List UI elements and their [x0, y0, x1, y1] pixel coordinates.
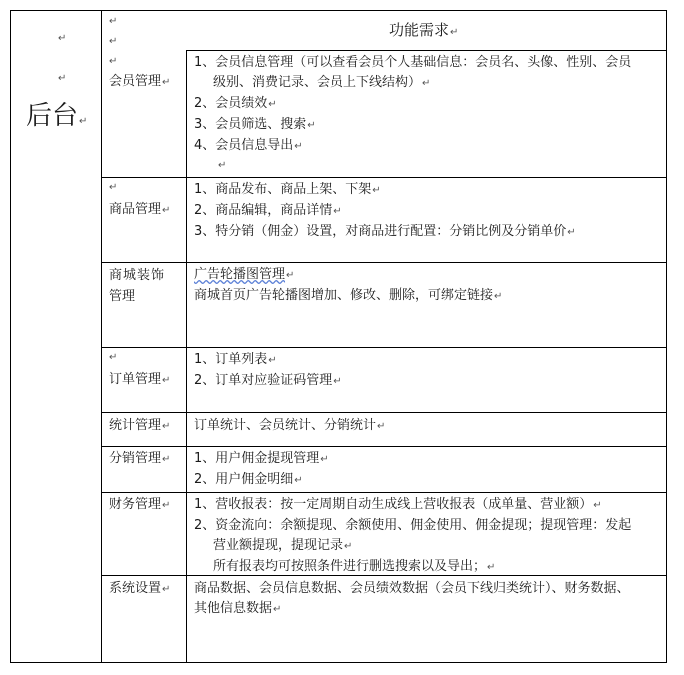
category-label [109, 579, 170, 600]
list-item [194, 115, 631, 136]
section-title-text: 后台 [26, 101, 79, 131]
paragraph-mark: ↵ [294, 475, 303, 486]
list-item-text: 2、商品编辑，商品详情 [194, 203, 333, 218]
category-label [109, 370, 170, 391]
list-item-text: 级别、消费记录、会员上下线结构） [213, 75, 422, 90]
section-title [26, 100, 87, 138]
category-text: 分销管理 [109, 451, 162, 466]
list-item-text: 订单统计、会员统计、分销统计 [194, 418, 377, 433]
list-item-text: 1、商品发布、商品上架、下架 [194, 182, 372, 197]
list-item-text: 4、会员信息导出 [194, 138, 294, 153]
category-label [109, 449, 170, 470]
row-divider [101, 177, 667, 178]
list-item [194, 579, 630, 599]
category-text: 统计管理 [109, 418, 162, 433]
paragraph-mark: ↵ [333, 206, 342, 217]
requirement-list [194, 350, 342, 392]
list-item-text: 其他信息数据 [194, 601, 273, 616]
paragraph-mark: ↵ [162, 421, 171, 432]
list-item-text: 3、会员筛选、搜索 [194, 117, 307, 132]
list-item-text: 商品数据、会员信息数据、会员绩效数据（会员下线归类统计）、财务数据、 [194, 581, 630, 596]
list-item [194, 222, 576, 243]
list-item-continuation [194, 73, 631, 94]
paragraph-mark: ↵ [109, 36, 118, 47]
column-divider [101, 10, 102, 663]
list-item-text: 1、会员信息管理（可以查看会员个人基础信息：会员名、头像、性别、会员 [194, 55, 632, 70]
paragraph-mark: ↵ [218, 160, 227, 171]
list-item-text: 广告轮播图管理 [194, 267, 286, 282]
row-divider [186, 50, 667, 51]
paragraph-mark: ↵ [333, 376, 342, 387]
list-item-continuation [194, 536, 631, 557]
paragraph-mark: ↵ [162, 454, 171, 465]
list-item [194, 286, 502, 307]
requirement-list [194, 180, 576, 243]
list-item-text: 3、特分销（佣金）设置，对商品进行配置：分销比例及分销单价 [194, 224, 567, 239]
paragraph-mark: ↵ [422, 78, 431, 89]
category-text: 会员管理 [109, 74, 162, 89]
category-label [109, 200, 170, 221]
category-label [109, 416, 170, 437]
list-item-text: 营业额提现，提现记录 [213, 538, 344, 553]
requirement-list [194, 449, 329, 491]
list-item [194, 201, 576, 222]
paragraph-mark: ↵ [162, 205, 171, 216]
row-divider [101, 446, 667, 447]
requirement-list [194, 579, 630, 620]
paragraph-mark: ↵ [273, 604, 282, 615]
list-item-text: 商城首页广告轮播图增加、修改、删除，可绑定链接 [194, 288, 494, 303]
paragraph-mark: ↵ [593, 500, 602, 511]
row-divider [101, 347, 667, 348]
category-text: 管理 [109, 289, 136, 304]
requirement-list [194, 416, 385, 437]
paragraph-mark: ↵ [268, 355, 277, 366]
requirement-list [194, 495, 631, 578]
list-item [194, 599, 630, 620]
category-label [109, 72, 170, 93]
list-item [194, 516, 631, 536]
category-text: 系统设置 [109, 581, 162, 596]
table-header-title: 功能需求 [389, 21, 450, 39]
list-item-text: 1、用户佣金提现管理 [194, 451, 320, 466]
paragraph-mark: ↵ [58, 33, 67, 44]
list-item-text: 所有报表均可按照条件进行删选搜索以及导出； [213, 559, 487, 574]
list-item [194, 265, 502, 286]
paragraph-mark: ↵ [109, 352, 118, 363]
category-text: 商城装饰 [109, 268, 166, 283]
paragraph-mark: ↵ [162, 500, 171, 511]
list-item-continuation [194, 557, 631, 578]
row-divider [101, 492, 667, 493]
paragraph-mark: ↵ [450, 27, 459, 38]
row-divider [101, 412, 667, 413]
paragraph-mark: ↵ [487, 562, 496, 573]
list-item-text: 2、会员绩效 [194, 96, 268, 111]
paragraph-mark: ↵ [344, 541, 353, 552]
column-divider [186, 50, 187, 663]
list-item [194, 180, 576, 201]
list-item [194, 53, 631, 73]
paragraph-mark: ↵ [494, 291, 503, 302]
paragraph-mark: ↵ [372, 185, 381, 196]
list-item [194, 94, 631, 115]
list-item [194, 350, 342, 371]
paragraph-mark: ↵ [268, 99, 277, 110]
paragraph-mark: ↵ [79, 116, 88, 127]
paragraph-mark: ↵ [307, 120, 316, 131]
list-item-text: 1、营收报表：按一定周期自动生成线上营收报表（成单量、营业额） [194, 497, 593, 512]
list-item [194, 136, 631, 157]
list-item-text: 1、订单列表 [194, 352, 268, 367]
paragraph-mark: ↵ [109, 182, 118, 193]
list-item [194, 416, 385, 437]
paragraph-mark: ↵ [109, 56, 118, 67]
table-header [389, 20, 458, 43]
paragraph-mark: ↵ [58, 73, 67, 84]
category-label [109, 265, 165, 307]
list-item [194, 371, 342, 392]
paragraph-mark: ↵ [109, 16, 118, 27]
category-text: 订单管理 [109, 372, 162, 387]
list-item-text: 2、资金流向：余额提现、余额使用、佣金使用、佣金提现；提现管理：发起 [194, 518, 632, 533]
paragraph-mark: ↵ [294, 141, 303, 152]
paragraph-mark: ↵ [567, 227, 576, 238]
list-item-text: 2、订单对应验证码管理 [194, 373, 333, 388]
category-label [109, 495, 170, 516]
paragraph-mark: ↵ [162, 584, 171, 595]
list-item [194, 449, 329, 470]
category-text: 财务管理 [109, 497, 162, 512]
list-item [194, 495, 631, 516]
paragraph-mark: ↵ [162, 77, 171, 88]
category-text: 商品管理 [109, 202, 162, 217]
row-divider [101, 262, 667, 263]
paragraph-mark: ↵ [320, 454, 329, 465]
requirement-list [194, 265, 502, 307]
requirement-list [194, 53, 631, 157]
paragraph-mark: ↵ [162, 375, 171, 386]
list-item [194, 470, 329, 491]
list-item-text: 2、用户佣金明细 [194, 472, 294, 487]
paragraph-mark: ↵ [377, 421, 386, 432]
paragraph-mark: ↵ [286, 270, 295, 281]
